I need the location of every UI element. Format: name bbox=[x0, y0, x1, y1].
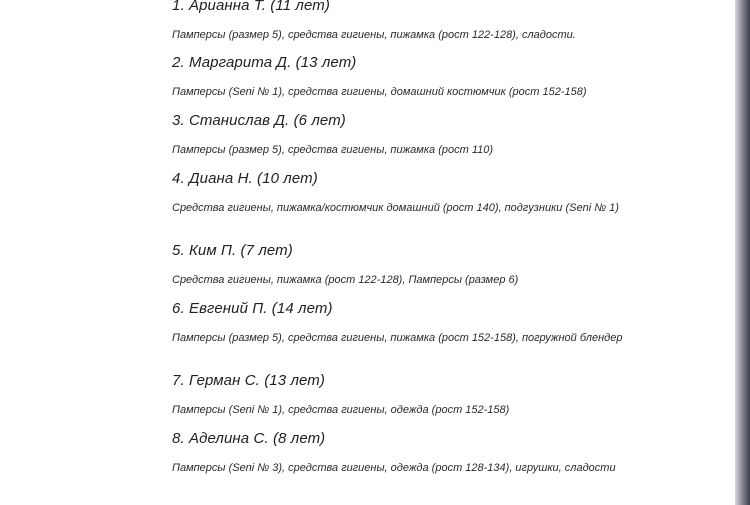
child-name: 2. Маргарита Д. (13 лет) bbox=[172, 54, 357, 71]
child-name: 6. Евгений П. (14 лет) bbox=[172, 300, 333, 317]
list-item bbox=[172, 430, 642, 476]
child-name: 7. Герман С. (13 лет) bbox=[172, 372, 325, 389]
list-item bbox=[172, 112, 642, 158]
child-needs: Памперсы (размер 5), средства гигиены, пижамка (рост 110) bbox=[172, 144, 494, 156]
child-name: 3. Станислав Д. (6 лет) bbox=[172, 112, 346, 129]
list-item bbox=[172, 300, 642, 346]
list-item bbox=[172, 372, 642, 418]
child-needs: Памперсы (Seni № 1), средства гигиены, одежда (рост 152-158) bbox=[172, 404, 510, 416]
child-needs: Памперсы (размер 5), средства гигиены, пижамка (рост 152-158), погружной блендер bbox=[172, 332, 623, 344]
list-item bbox=[172, 54, 642, 100]
child-name: 1. Арианна Т. (11 лет) bbox=[172, 0, 330, 14]
child-name: 4. Диана Н. (10 лет) bbox=[172, 170, 318, 187]
child-needs: Памперсы (Seni № 1), средства гигиены, домашний костюмчик (рост 152-158) bbox=[172, 86, 587, 98]
list-item bbox=[172, 242, 642, 288]
child-needs: Средства гигиены, пижамка/костюмчик домашний (рост 140), подгузники (Seni № 1) bbox=[172, 202, 619, 214]
child-name: 8. Аделина С. (8 лет) bbox=[172, 430, 326, 447]
window-edge bbox=[735, 0, 750, 505]
list-item bbox=[172, 170, 642, 216]
list-item bbox=[172, 0, 642, 43]
child-name: 5. Ким П. (7 лет) bbox=[172, 242, 293, 259]
child-needs: Памперсы (размер 5), средства гигиены, пижамка (рост 122-128), сладости. bbox=[172, 29, 576, 41]
child-needs: Памперсы (Seni № 3), средства гигиены, одежда (рост 128-134), игрушки, сладости bbox=[172, 462, 616, 474]
child-needs: Средства гигиены, пижамка (рост 122-128), Памперсы (размер 6) bbox=[172, 274, 519, 286]
